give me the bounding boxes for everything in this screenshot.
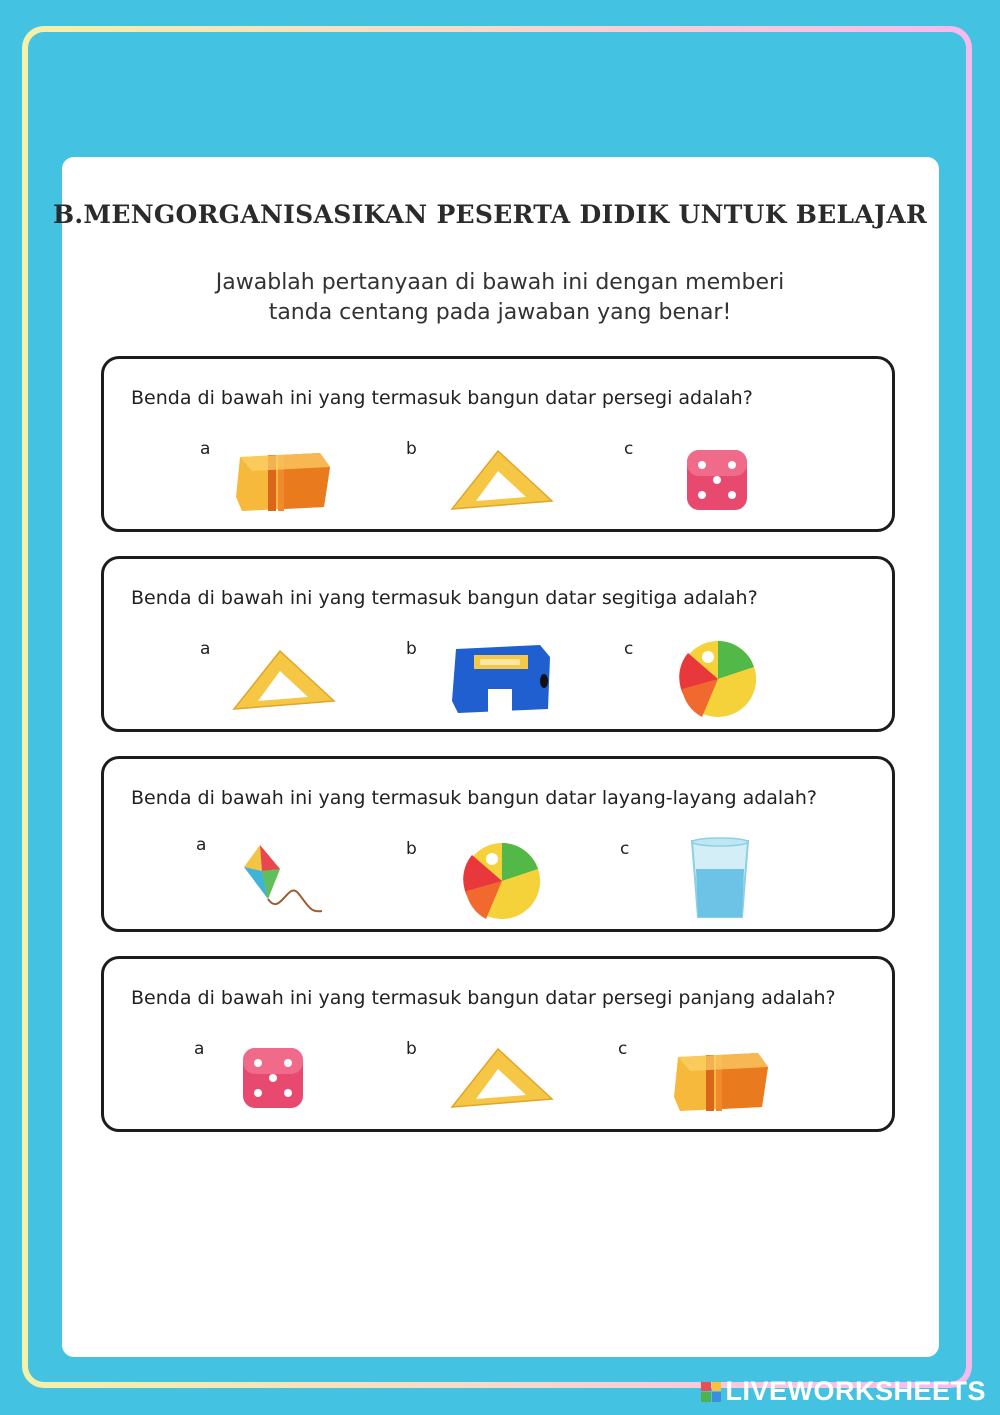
dice-icon[interactable] [240,1043,306,1113]
beach-ball-icon[interactable] [462,841,542,921]
sharpener-icon[interactable] [450,641,554,717]
instruction-line-1: Jawablah pertanyaan di bawah ini dengan memberi [215,270,785,295]
instruction-line-2: tanda centang pada jawaban yang benar! [268,300,732,325]
question-text: Benda di bawah ini yang termasuk bangun datar layang-layang adalah? [131,787,817,809]
eraser-icon[interactable] [232,447,332,515]
question-card-2 [101,556,895,732]
question-text: Benda di bawah ini yang termasuk bangun datar persegi panjang adalah? [131,987,836,1009]
question-text: Benda di bawah ini yang termasuk bangun datar persegi adalah? [131,387,753,409]
glass-icon[interactable] [690,837,750,921]
option-label-a[interactable]: a [200,439,211,459]
option-label-a[interactable]: a [196,835,207,855]
option-label-c[interactable]: c [624,639,634,659]
option-label-b[interactable]: b [406,1039,417,1059]
eraser-icon[interactable] [670,1047,770,1115]
kite-icon[interactable] [240,841,326,921]
beach-ball-icon[interactable] [678,639,758,719]
option-label-c[interactable]: c [620,839,630,859]
liveworksheets-logo-icon [701,1382,721,1402]
option-label-a[interactable]: a [200,639,211,659]
question-card-3 [101,756,895,932]
watermark-text: LIVEWORKSHEETS [725,1376,986,1406]
option-label-b[interactable]: b [406,639,417,659]
triangle-ruler-icon[interactable] [232,649,336,713]
triangle-ruler-icon[interactable] [450,449,554,513]
dice-icon[interactable] [684,445,750,515]
option-label-b[interactable]: b [406,839,417,859]
instruction [150,268,850,328]
page-title: B.MENGORGANISASIKAN PESERTA DIDIK UNTUK BELAJAR [52,200,928,229]
triangle-ruler-icon[interactable] [450,1047,554,1111]
question-card-4 [101,956,895,1132]
option-label-b[interactable]: b [406,439,417,459]
question-text: Benda di bawah ini yang termasuk bangun datar segitiga adalah? [131,587,758,609]
liveworksheets-watermark [701,1376,986,1407]
option-label-a[interactable]: a [194,1039,205,1059]
option-label-c[interactable]: c [624,439,634,459]
option-label-c[interactable]: c [618,1039,628,1059]
question-card-1 [101,356,895,532]
